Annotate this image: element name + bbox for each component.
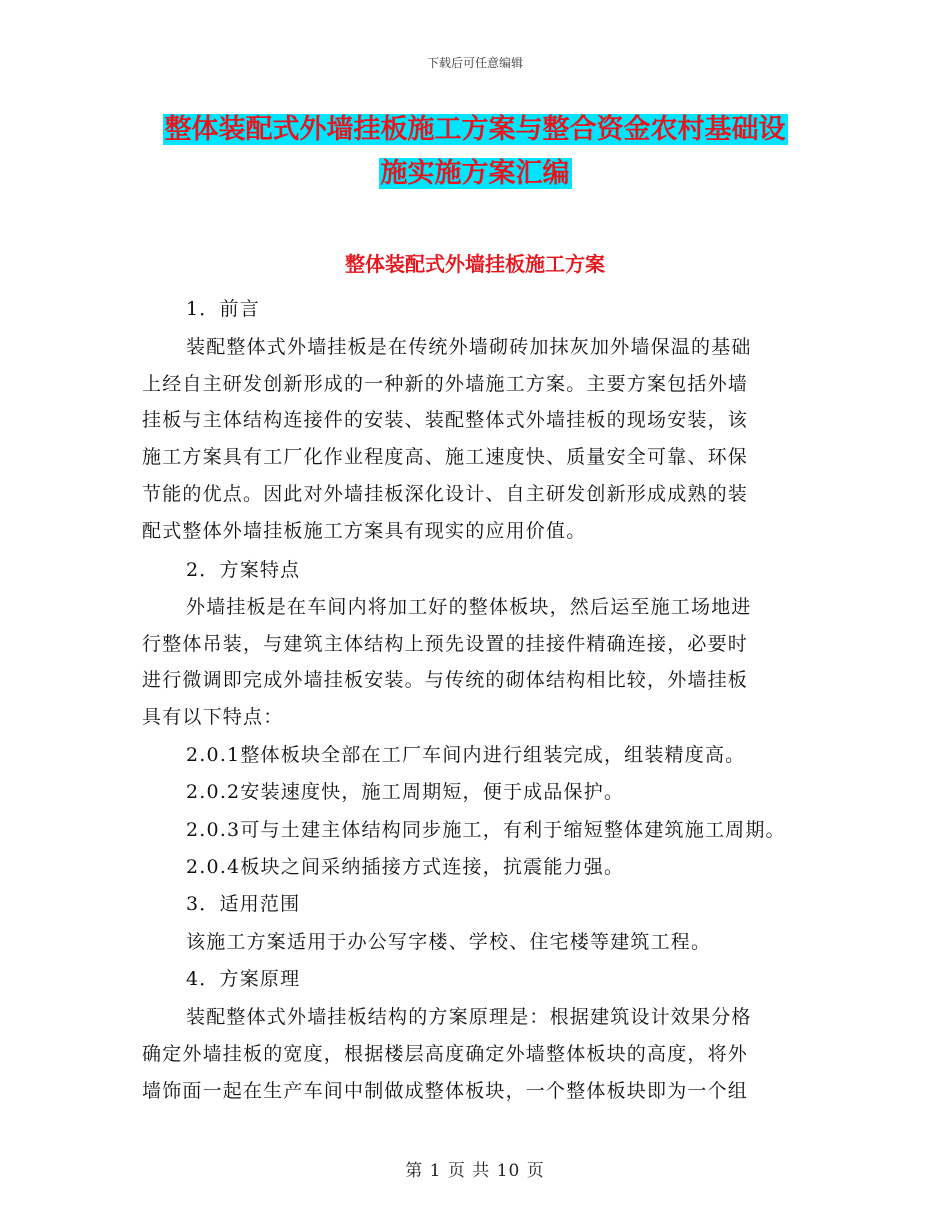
document-title-line-1: 整体装配式外墙挂板施工方案与整合资金农村基础设 bbox=[164, 114, 786, 145]
paragraph-line: 配式整体外墙挂板施工方案具有现实的应用价值。 bbox=[142, 520, 587, 542]
paragraph-line: 节能的优点。因此对外墙挂板深化设计、自主研发创新形成成熟的装 bbox=[142, 483, 749, 505]
list-item: 2.0.3可与土建主体结构同步施工，有利于缩短整体建筑施工周期。 bbox=[186, 819, 786, 841]
paragraph-line: 外墙挂板是在车间内将加工好的整体板块，然后运至施工场地进 bbox=[186, 596, 752, 618]
paragraph-line: 装配整体式外墙挂板结构的方案原理是：根据建筑设计效果分格 bbox=[186, 1006, 752, 1028]
header-note: 下载后可任意编辑 bbox=[426, 56, 523, 70]
paragraph-line: 确定外墙挂板的宽度，根据楼层高度确定外墙整体板块的高度，将外 bbox=[142, 1043, 749, 1065]
paragraph-line: 施工方案具有工厂化作业程度高、施工速度快、质量安全可靠、环保 bbox=[142, 446, 749, 468]
section-title: 整体装配式外墙挂板施工方案 bbox=[345, 252, 605, 276]
document-title-line-2: 施实施方案汇编 bbox=[380, 158, 570, 189]
paragraph-line: 上经自主研发创新形成的一种新的外墙施工方案。主要方案包括外墙 bbox=[142, 373, 749, 395]
list-item: 2.0.4板块之间采纳插接方式连接，抗震能力强。 bbox=[186, 856, 625, 878]
paragraph-line: 挂板与主体结构连接件的安装、装配整体式外墙挂板的现场安装，该 bbox=[142, 409, 749, 431]
heading-1: 1．前言 bbox=[186, 298, 260, 320]
list-item: 2.0.2安装速度快，施工周期短，便于成品保护。 bbox=[186, 781, 625, 803]
heading-4: 4．方案原理 bbox=[186, 968, 301, 990]
paragraph-line: 该施工方案适用于办公写字楼、学校、住宅楼等建筑工程。 bbox=[186, 931, 712, 953]
paragraph-line: 行整体吊装，与建筑主体结构上预先设置的挂接件精确连接，必要时 bbox=[142, 633, 749, 655]
heading-2: 2．方案特点 bbox=[186, 559, 301, 581]
paragraph-line: 墙饰面一起在生产车间中制做成整体板块，一个整体板块即为一个组 bbox=[142, 1080, 749, 1102]
list-item: 2.0.1整体板块全部在工厂车间内进行组装完成，组装精度高。 bbox=[186, 744, 746, 766]
heading-3: 3．适用范围 bbox=[186, 893, 301, 915]
page-footer: 第 1 页 共 10 页 bbox=[405, 1161, 545, 1181]
paragraph-line: 进行微调即完成外墙挂板安装。与传统的砌体结构相比较，外墙挂板 bbox=[142, 669, 749, 691]
paragraph-line: 具有以下特点： bbox=[142, 706, 284, 728]
paragraph-line: 装配整体式外墙挂板是在传统外墙砌砖加抹灰加外墙保温的基础 bbox=[186, 336, 752, 358]
